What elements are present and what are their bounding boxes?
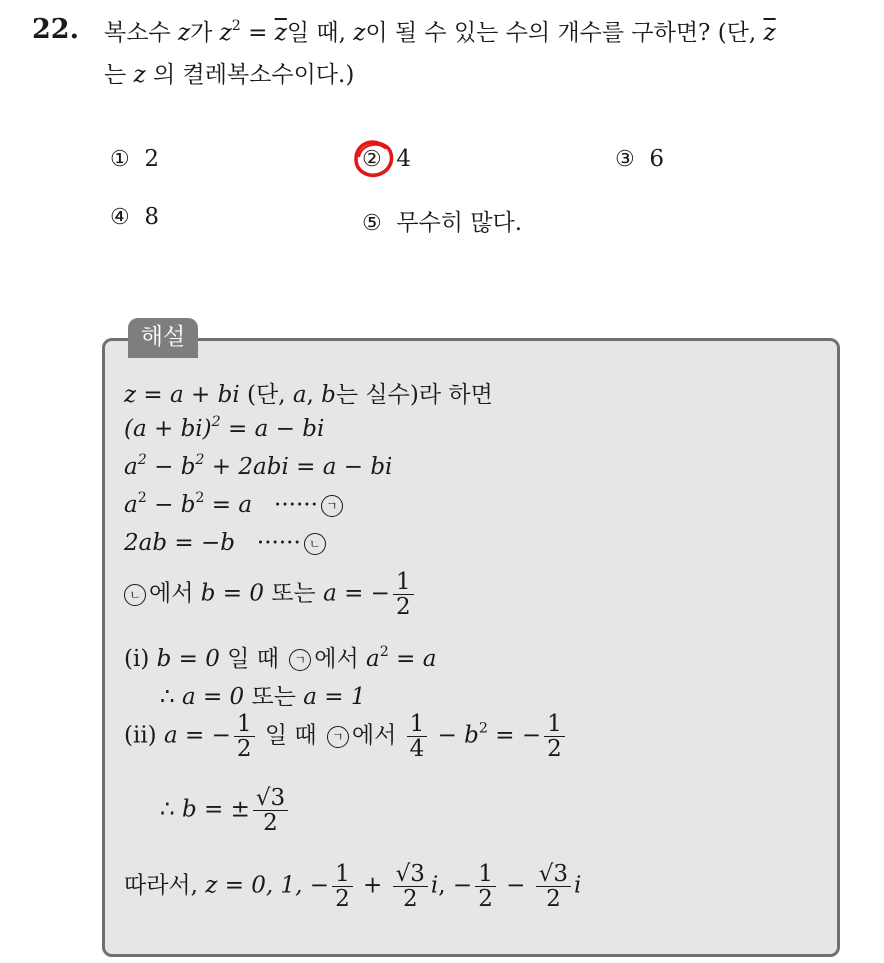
circled-nieun-icon: ㄴ <box>304 533 326 555</box>
solution-line-7: (i) b = 0 일 때 ㄱ 에서 $a^2 = a$ <box>124 644 437 672</box>
solution-line-10: ∴ b = ± $\frac{√3}{2}$ <box>160 786 291 835</box>
answer-mark-icon <box>352 139 396 181</box>
solution-line-6: ㄴ 에서 b = 0 또는 a = − $\frac{1}{2}$ <box>124 570 417 619</box>
choice-2[interactable]: ② 4 <box>362 146 411 172</box>
solution-line-5: 2ab = −b ······ ㄴ <box>124 530 329 556</box>
question-number: 22. <box>32 14 79 45</box>
solution-label: 해설 <box>128 318 198 358</box>
solution-line-4: $a^2 - b^2 = a$ ······ ㄱ <box>124 492 346 518</box>
question-line-2: 는 z 의 켤레복소수이다.) <box>104 62 355 88</box>
choice-3[interactable]: ③ 6 <box>615 146 664 172</box>
solution-line-8: ∴ a = 0 또는 a = 1 <box>160 684 366 710</box>
circled-giyeok-icon: ㄱ <box>327 726 349 748</box>
solution-line-3: $a^2 - b^2 + 2abi = a$ − bi <box>124 452 393 480</box>
circled-giyeok-icon: ㄱ <box>289 649 311 671</box>
solution-line-9: (ii) a = − $\frac{1}{2}$ 일 때 ㄱ 에서 $\frac{1}{4}$ − $b^2$ = − $\frac{1}{2}$ <box>124 712 568 761</box>
choice-5[interactable]: ⑤ 무수히 많다. <box>362 210 523 236</box>
solution-line-11: 따라서, z = 0, 1, − $\frac{1}{2}$ + $\frac{√3}{2}$ i, − $\frac{1}{2}$ − $\frac{√3}{2}$ i <box>124 861 582 913</box>
circled-nieun-icon: ㄴ <box>124 584 146 606</box>
circled-giyeok-icon: ㄱ <box>321 495 343 517</box>
solution-line-1: z = a + bi (단, a, b는 실수)라 하면 <box>124 382 493 408</box>
question-line-1: 복소수 z가 $z^2 = \overline{z}$일 때, z이 될 수 있는 수의 개수를 구하면? (단, $\overline{z}$ <box>104 18 776 46</box>
solution-line-2: (a + bi)$^2$ = a − bi <box>124 414 325 442</box>
choice-4[interactable]: ④ 8 <box>110 204 159 230</box>
choice-1[interactable]: ① 2 <box>110 146 159 172</box>
